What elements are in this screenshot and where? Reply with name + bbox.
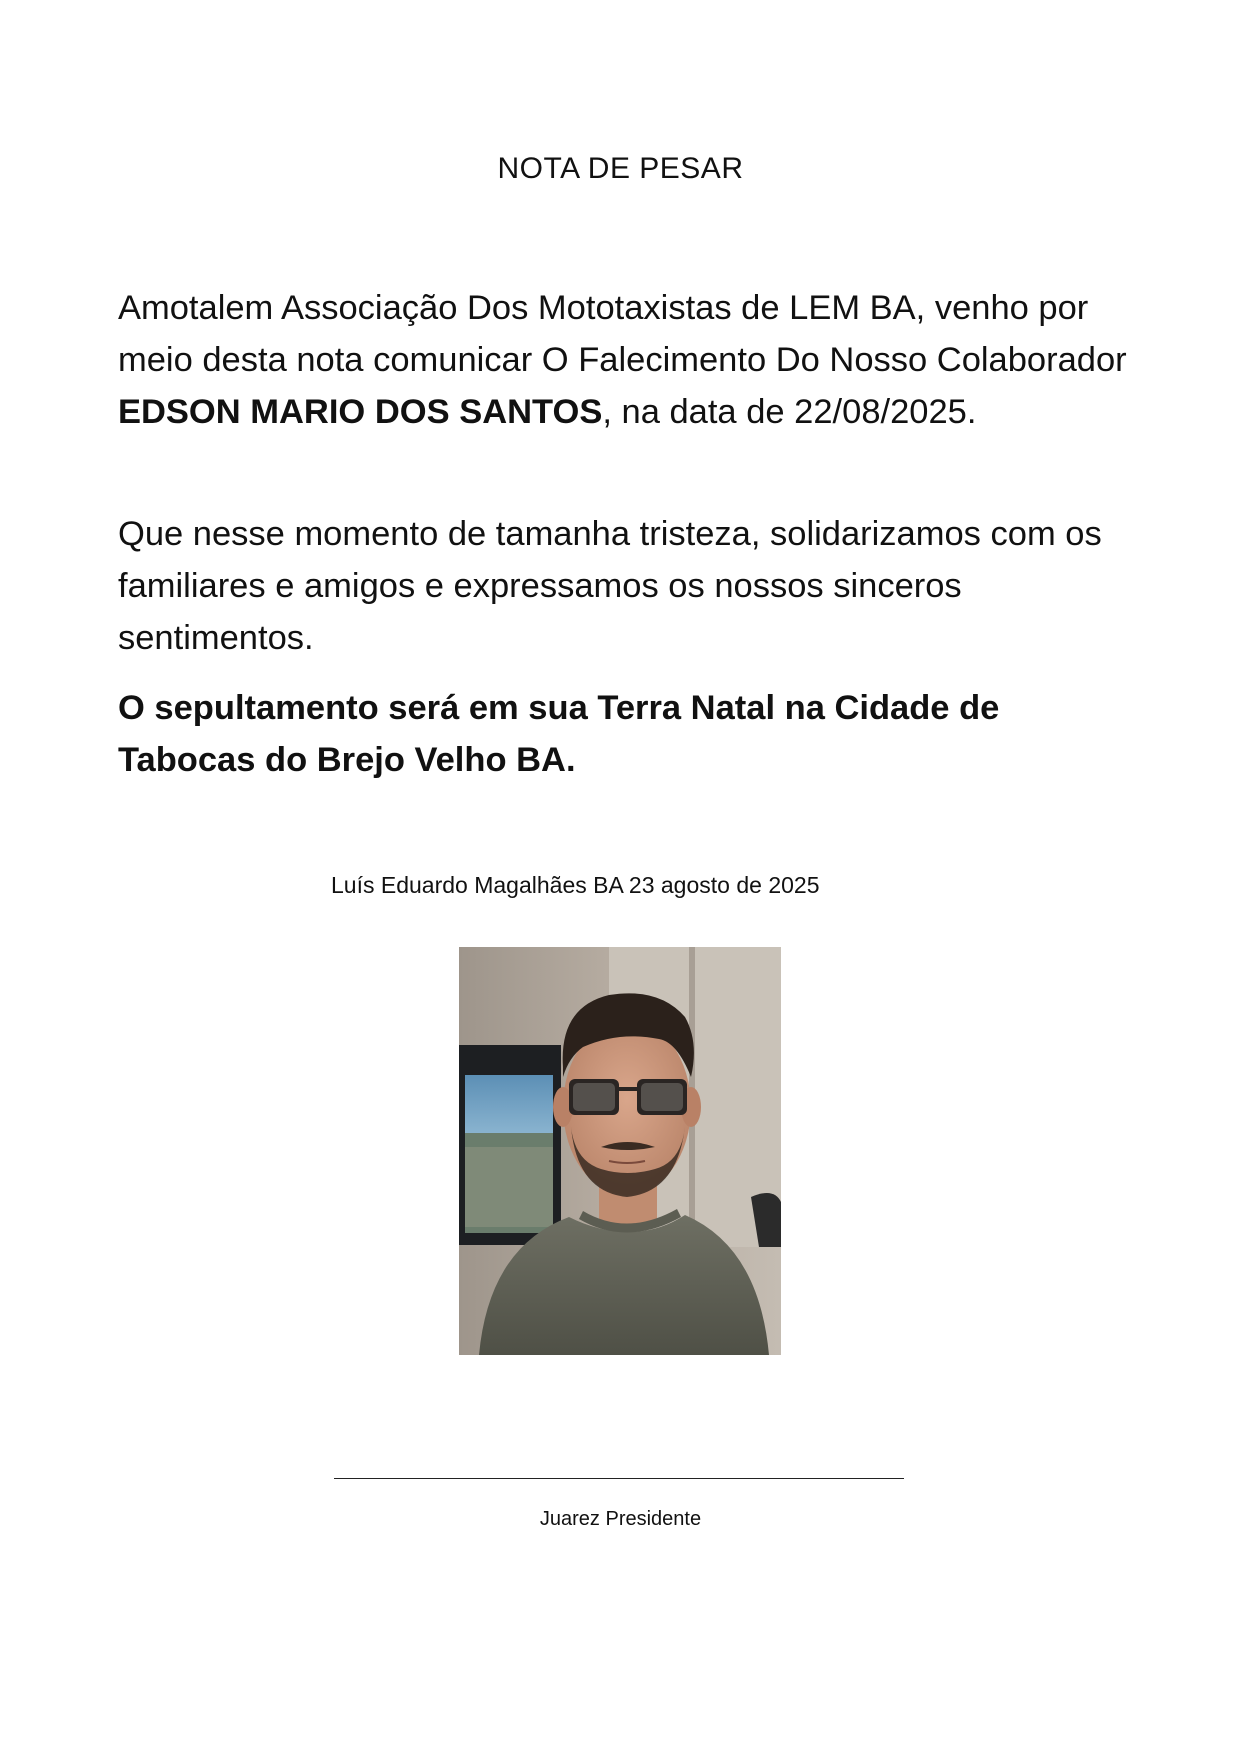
signature-line [334, 1478, 904, 1479]
place-date: Luís Eduardo Magalhães BA 23 agosto de 2025 [331, 872, 820, 898]
announcement-text-end: , na data de 22/08/2025. [602, 393, 977, 431]
page-title: NOTA DE PESAR [497, 152, 744, 185]
condolence-paragraph: Que nesse momento de tamanha tristeza, solidarizamos com os familiares e amigos e expressamos os nossos sinceros sentimentos. [118, 515, 1102, 657]
deceased-name: EDSON MARIO DOS SANTOS [118, 393, 603, 431]
burial-paragraph: O sepultamento será em sua Terra Natal na Cidade de Tabocas do Brejo Velho BA. [118, 689, 1000, 779]
signer-name: Juarez Presidente [539, 1508, 702, 1530]
announcement-paragraph [118, 282, 1128, 438]
portrait-photo [459, 947, 781, 1355]
announcement-text-start: Amotalem Associação Dos Mototaxistas de LEM BA, venho por meio desta nota comunicar O Falecimento Do Nosso Colaborador [118, 289, 1127, 379]
